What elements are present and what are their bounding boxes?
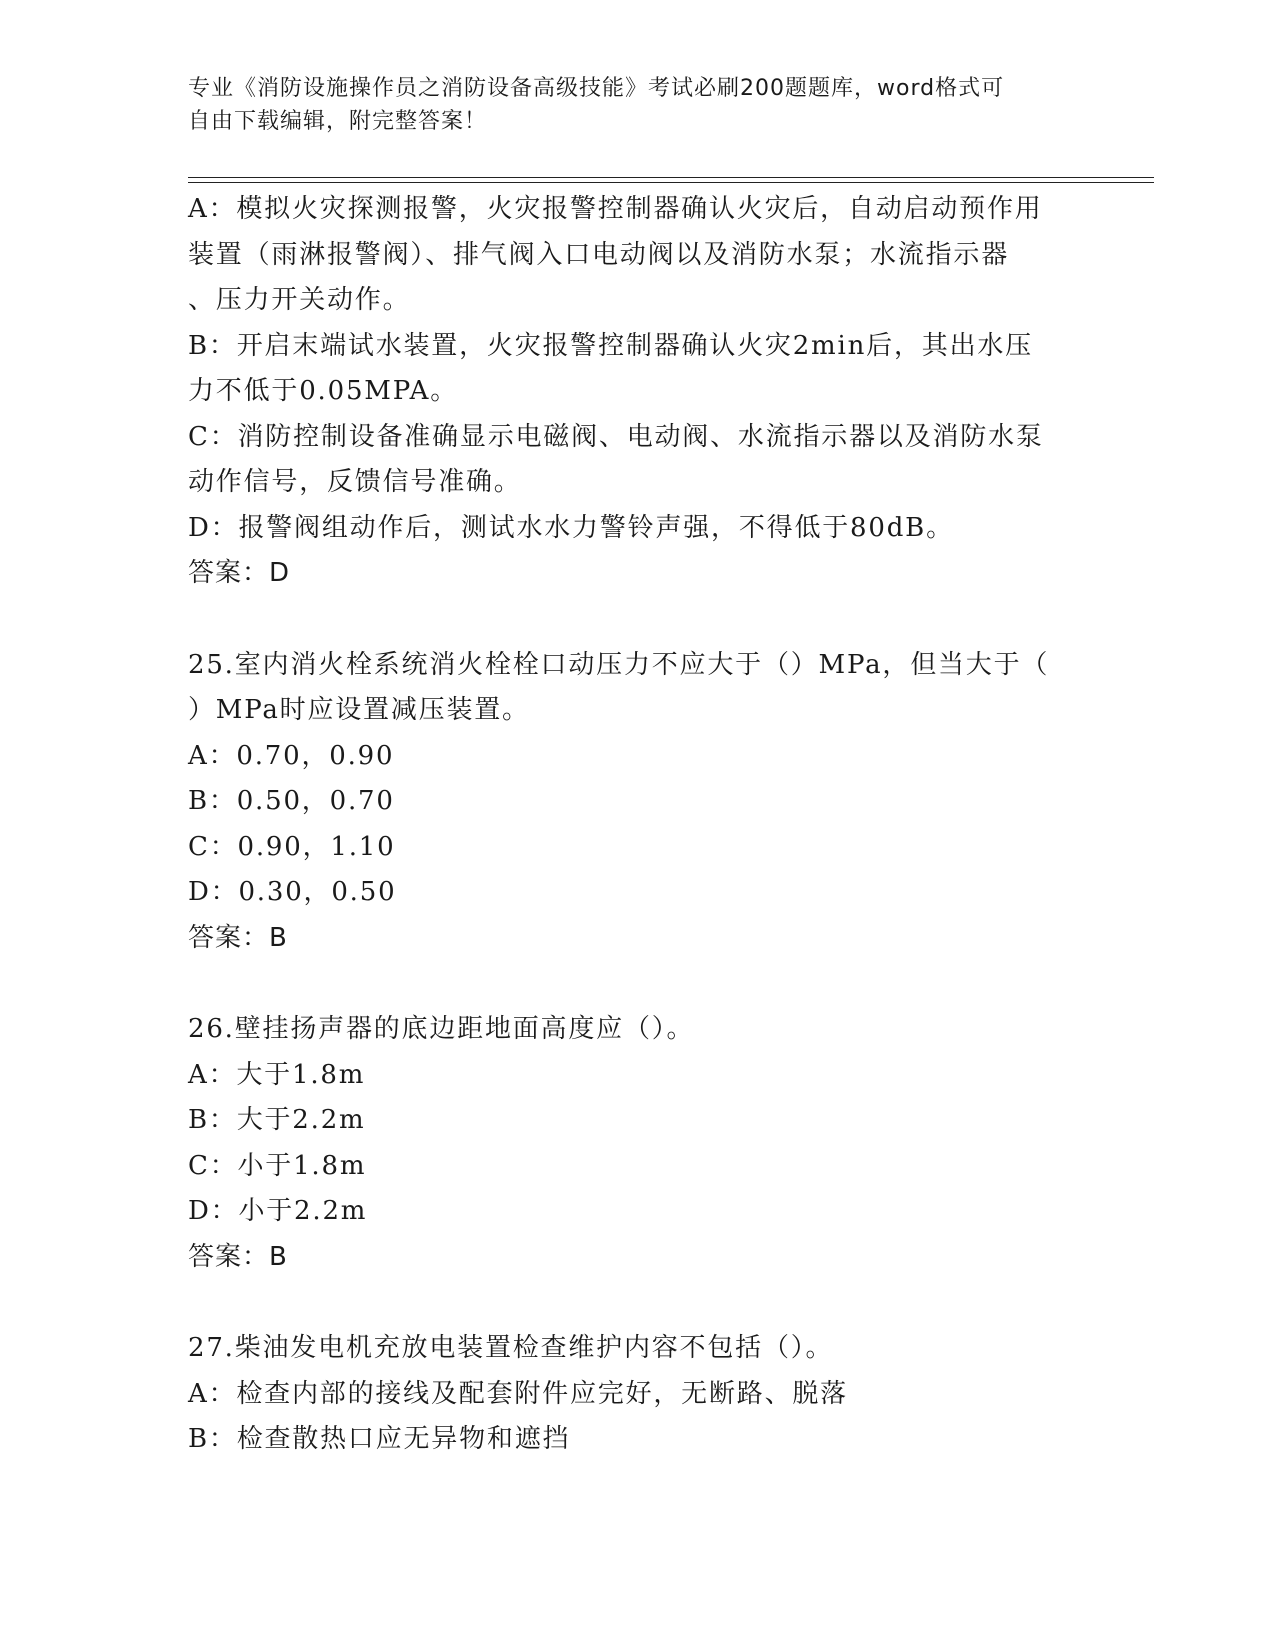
spacer bbox=[188, 597, 1088, 643]
option-a: A：大于1.8m bbox=[188, 1059, 366, 1090]
option-a: A：0.70，0.90 bbox=[188, 740, 395, 771]
header-line-2: 自由下载编辑，附完整答案！ bbox=[188, 109, 488, 134]
option-c: C：小于1.8m bbox=[188, 1150, 367, 1181]
option-d: D：报警阀组动作后，测试水水力警铃声强，不得低于80dB。 bbox=[188, 512, 954, 543]
option-c-line-2: 动作信号，反馈信号准确。 bbox=[188, 467, 522, 497]
answer: 答案：B bbox=[188, 1241, 288, 1272]
document-header bbox=[188, 72, 1088, 138]
spacer bbox=[188, 961, 1088, 1007]
option-a-line-2: 装置（雨淋报警阀）、排气阀入口电动阀以及消防水泵；水流指示器 bbox=[188, 239, 1010, 270]
option-a-line-1: A：模拟火灾探测报警，火灾报警控制器确认火灾后，自动启动预作用 bbox=[188, 194, 1043, 224]
option-b: B：检查散热口应无异物和遮挡 bbox=[188, 1424, 571, 1454]
header-line-1: 专业《消防设施操作员之消防设备高级技能》考试必刷200题题库，word格式可 bbox=[188, 76, 1005, 101]
header-divider-bottom bbox=[188, 182, 1154, 183]
option-d: D：小于2.2m bbox=[188, 1196, 368, 1226]
question-stem-line-2: ）MPa时应设置减压装置。 bbox=[188, 695, 530, 725]
option-c: C：0.90，1.10 bbox=[188, 831, 396, 862]
question-24 bbox=[188, 187, 1088, 597]
option-b-line-2: 力不低于0.05MPA。 bbox=[188, 376, 458, 406]
question-stem-line-1: 25.室内消火栓系统消火栓栓口动压力不应大于（）MPa，但当大于（ bbox=[188, 649, 1050, 680]
question-stem: 26.壁挂扬声器的底边距地面高度应（）。 bbox=[188, 1014, 695, 1044]
option-b: B：0.50，0.70 bbox=[188, 786, 395, 816]
option-a-line-3: 、压力开关动作。 bbox=[188, 285, 411, 315]
spacer bbox=[188, 1280, 1088, 1326]
option-a: A：检查内部的接线及配套附件应完好，无断路、脱落 bbox=[188, 1378, 848, 1409]
option-b-line-1: B：开启末端试水装置，火灾报警控制器确认火灾2min后，其出水压 bbox=[188, 330, 1033, 361]
answer: 答案：D bbox=[188, 558, 291, 588]
document-body bbox=[188, 187, 1088, 1463]
question-26 bbox=[188, 1007, 1088, 1280]
header-divider-top bbox=[188, 177, 1154, 178]
option-c-line-1: C：消防控制设备准确显示电磁阀、电动阀、水流指示器以及消防水泵 bbox=[188, 421, 1044, 452]
option-d: D：0.30，0.50 bbox=[188, 877, 397, 907]
question-stem: 27.柴油发电机充放电装置检查维护内容不包括（）。 bbox=[188, 1333, 834, 1363]
option-b: B：大于2.2m bbox=[188, 1105, 366, 1135]
answer: 答案：B bbox=[188, 922, 288, 953]
question-27 bbox=[188, 1326, 1088, 1463]
question-25 bbox=[188, 643, 1088, 962]
